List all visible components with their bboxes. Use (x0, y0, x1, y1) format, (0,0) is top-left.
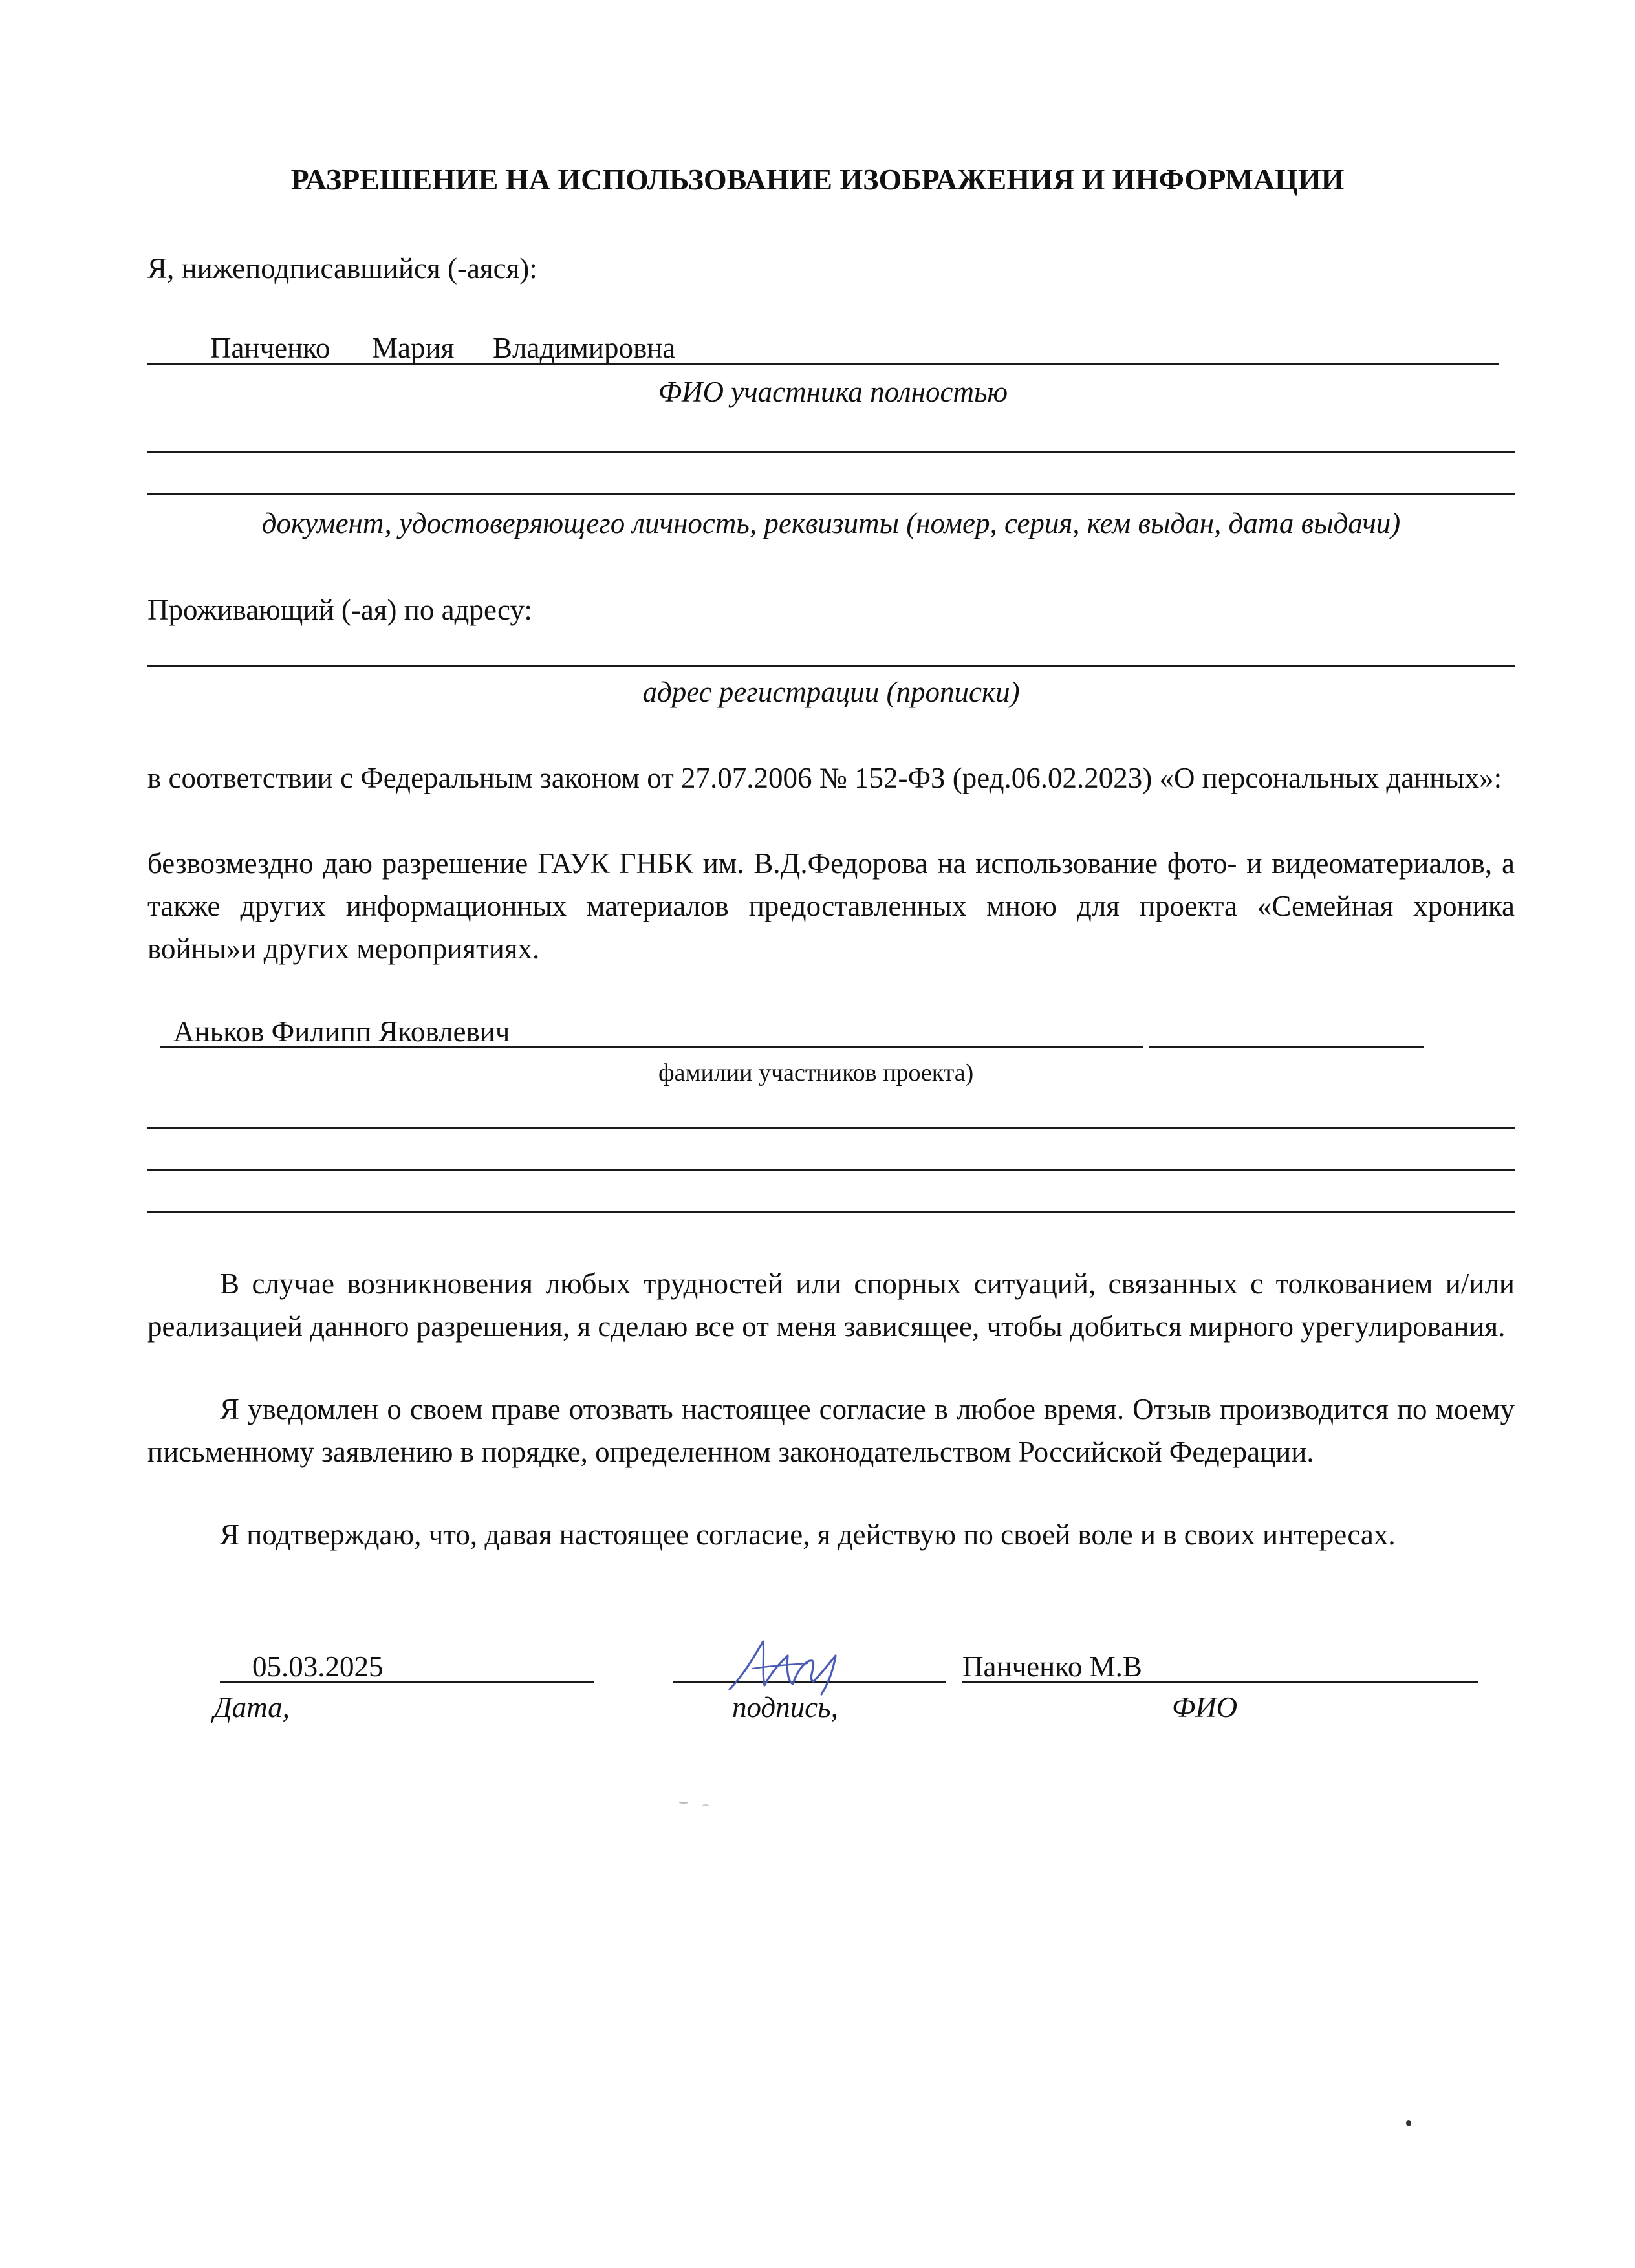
scan-speck (679, 1802, 688, 1804)
participants-line-2 (147, 1169, 1515, 1171)
fio-caption: ФИО (1172, 1691, 1238, 1723)
intro-text: Я, нижеподписавшийся (-аяся): (147, 252, 537, 285)
revocation-paragraph: Я уведомлен о своем праве отозвать настоящее согласие в любое время. Отзыв производится по моему письменному заявлению в порядке, определенном законодательством Российской Федерации. (147, 1393, 1515, 1468)
scan-speck (702, 1804, 709, 1806)
participant-name-line (147, 363, 1499, 365)
participant-first-name: Мария (372, 332, 455, 364)
scan-speck (1406, 2120, 1411, 2126)
confirmation-paragraph: Я подтверждаю, что, давая настоящее согласие, я действую по своей воле и в своих интересах. (220, 1518, 1396, 1551)
participant-surname: Панченко (210, 332, 330, 364)
fio-value: Панченко М.В (962, 1650, 1142, 1683)
project-participants-caption: фамилии участников проекта) (658, 1059, 974, 1086)
date-value: 05.03.2025 (252, 1650, 384, 1683)
project-participant-name: Аньков Филипп Яковлевич (173, 1015, 510, 1048)
signature-caption: подпись, (732, 1691, 838, 1723)
address-line (147, 665, 1515, 667)
address-label: Проживающий (-ая) по адресу: (147, 594, 532, 626)
address-caption: адрес регистрации (прописки) (642, 676, 1020, 708)
law-paragraph: в соответствии с Федеральным законом от 27.07.2006 № 152-ФЗ (ред.06.02.2023) «О персональных данных»: (147, 762, 1502, 794)
project-participant-line-extra (1149, 1046, 1424, 1048)
id-document-line-1 (147, 451, 1515, 453)
participants-line-1 (147, 1127, 1515, 1129)
id-document-line-2 (147, 493, 1515, 495)
dispute-paragraph: В случае возникновения любых трудностей или спорных ситуаций, связанных с толкованием и/или реализацией данного разрешения, я сделаю все от меня зависящее, чтобы добиться мирного урегулирования. (147, 1268, 1515, 1343)
id-document-caption: документ, удостоверяющего личность, реквизиты (номер, серия, кем выдан, дата выдачи) (261, 507, 1401, 539)
participant-name-caption: ФИО участника полностью (658, 376, 1008, 408)
date-caption: Дата, (213, 1691, 290, 1723)
permission-paragraph: безвозмездно даю разрешение ГАУК ГНБК им. В.Д.Федорова на использование фото- и видеоматериалов, а также других информационных материалов предоставленных мною для проекта «Семейная хроника войны»и других мероприятиях. (147, 847, 1515, 965)
participants-line-3 (147, 1211, 1515, 1213)
document-title: РАЗРЕШЕНИЕ НА ИСПОЛЬЗОВАНИЕ ИЗОБРАЖЕНИЯ И ИНФОРМАЦИИ (290, 163, 1345, 196)
participant-patronymic: Владимировна (493, 332, 676, 364)
